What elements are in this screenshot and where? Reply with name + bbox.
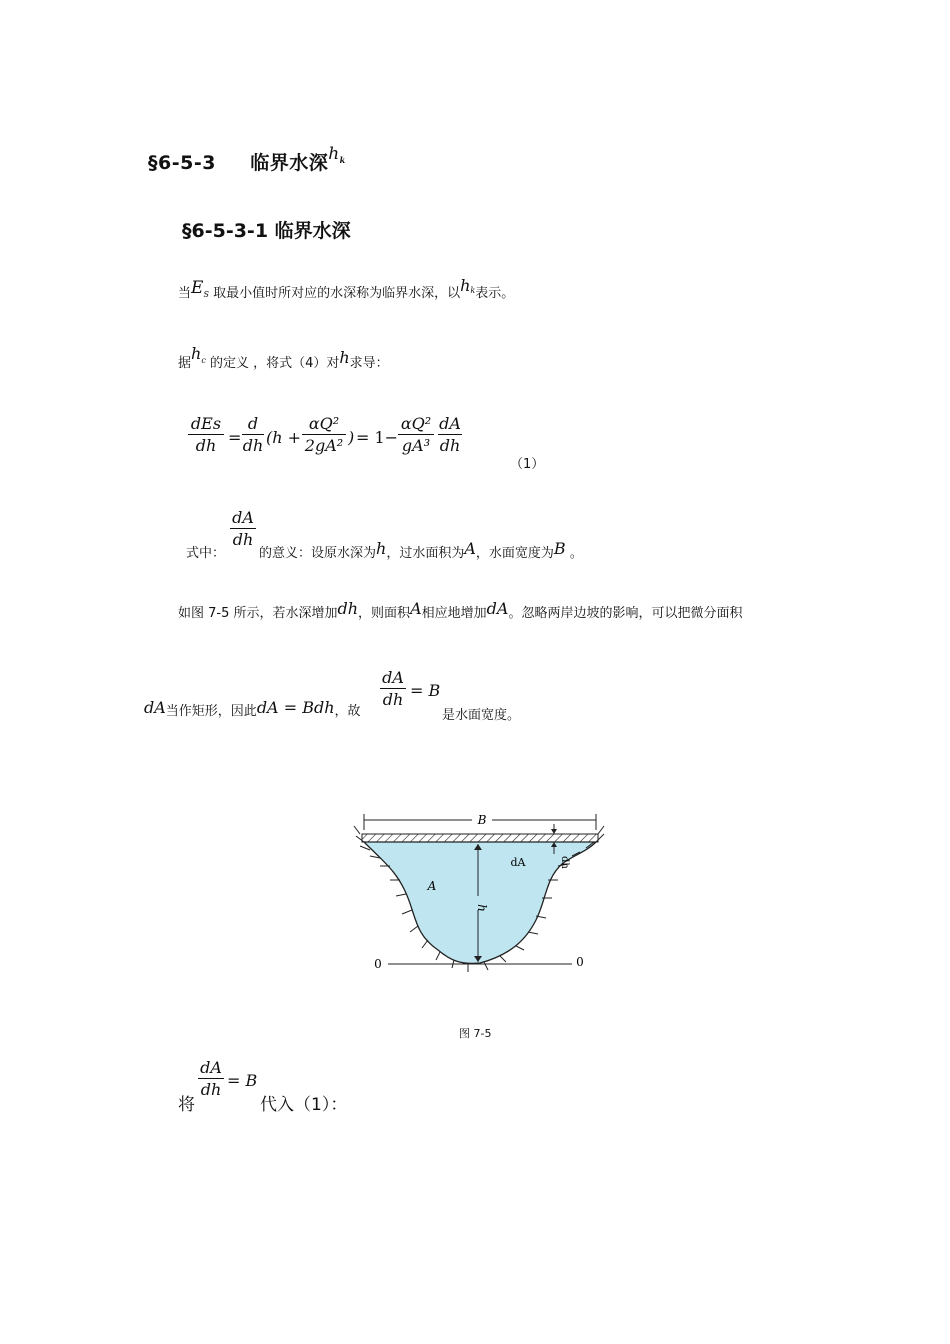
eq1-paren-close: ) <box>348 428 355 447</box>
eq1-d-den: dh <box>242 436 264 455</box>
para4-t3: 相应地增加 <box>421 606 487 621</box>
eq1-frac4-den: dh <box>439 436 461 455</box>
para5-symbol-dA: dA <box>144 698 166 717</box>
section-title: 临界水深 <box>250 152 329 174</box>
symbol-hc: h <box>191 344 202 363</box>
para6-suffix: 代入（1）： <box>260 1095 348 1115</box>
eq1-frac2-den: 2gA² <box>304 436 344 455</box>
paragraph-definition <box>178 276 515 302</box>
para3-frac-num: dA <box>232 508 254 527</box>
label-h: h <box>475 904 489 912</box>
symbol-hk: h <box>460 276 471 295</box>
para2-text: 的定义 ，将式（4）对 <box>209 356 340 371</box>
section-number: §6-5-3 <box>148 152 216 174</box>
para5-equation: dA = Bdh <box>256 698 335 717</box>
subsection-heading <box>182 216 351 243</box>
para5-t3: 是水面宽度。 <box>442 708 521 723</box>
para4-symbol-A: A <box>410 599 422 618</box>
para5-frac-num: dA <box>382 668 404 687</box>
para3-t1: 的意义：设原水深为 <box>259 546 377 561</box>
label-A: A <box>427 879 437 893</box>
para6-frac-num: dA <box>200 1058 222 1077</box>
para3-symbol-B: B <box>553 539 566 558</box>
eq1-lhs-num: dEs <box>190 414 222 433</box>
para3-fraction <box>230 508 256 549</box>
paragraph-derivative-intro <box>178 344 389 371</box>
label-B: B <box>477 813 487 827</box>
eq1-frac2-num: αQ² <box>308 414 340 433</box>
eq1-frac2 <box>302 414 346 455</box>
para3-text <box>259 539 583 561</box>
paragraph-figure-description <box>178 599 743 621</box>
eq1-frac3 <box>398 414 434 455</box>
para3-t2: ，过水面积为 <box>386 546 465 561</box>
para1-text: 取最小值时所对应的水深称为临界水深，以 <box>213 286 461 301</box>
subsection-number: §6-5-3-1 <box>182 220 269 242</box>
para4-t1: 如图 7-5 所示，若水深增加 <box>178 606 338 621</box>
symbol-E: E <box>191 278 204 298</box>
para2-suffix: 求导： <box>349 356 389 371</box>
para3-t3: ，水面宽度为 <box>475 546 554 561</box>
eq1-d-fraction <box>242 414 264 455</box>
symbol-E-sub: S <box>203 290 209 299</box>
para5-frac-rhs: = B <box>410 681 441 700</box>
para5-t2: ，故 <box>334 704 361 719</box>
para2-prefix: 据 <box>178 356 192 371</box>
para5-fraction <box>380 668 406 709</box>
symbol-hk-sub: k <box>470 286 476 295</box>
para5-text-a <box>144 700 361 719</box>
eq1-frac4-num: dA <box>439 414 461 433</box>
eq1-lhs-fraction <box>188 414 224 455</box>
eq1-paren-open: (h + <box>266 428 302 447</box>
para6-prefix: 将 <box>178 1095 195 1115</box>
eq1-d-num: d <box>247 414 259 433</box>
para5-t1: 当作矩形，因此 <box>165 704 257 719</box>
section-heading <box>148 144 346 175</box>
label-dA: dA <box>510 856 526 869</box>
para4-t2: ，则面积 <box>358 606 411 621</box>
section-title-symbol-sub: k <box>339 155 346 165</box>
hatched-strip-dA <box>362 834 598 842</box>
para6-frac-rhs: = B <box>227 1071 258 1090</box>
eq1-tag: （1） <box>510 457 545 472</box>
eq1-equals: = <box>228 428 242 447</box>
para3-t4: 。 <box>569 546 583 561</box>
para6-fraction <box>198 1058 224 1099</box>
label-0-right: 0 <box>576 955 584 969</box>
section-title-symbol: h <box>328 144 340 164</box>
para3-symbol-h: h <box>376 539 387 558</box>
para4-symbol-dh: dh <box>337 599 359 618</box>
para3-symbol-A: A <box>464 539 476 558</box>
para5-frac-den: dh <box>382 690 404 709</box>
para1-prefix: 当 <box>178 286 192 301</box>
symbol-hc-sub: c <box>201 356 206 365</box>
para6-frac-den: dh <box>200 1080 222 1099</box>
eq1-equals-one-minus: = 1− <box>356 428 399 447</box>
eq1-frac3-den: gA³ <box>401 436 431 455</box>
para4-symbol-dA: dA <box>486 599 509 618</box>
eq1-frac3-num: αQ² <box>400 414 432 433</box>
para4-t4: 。忽略两岸边坡的影响，可以把微分面积 <box>508 606 743 621</box>
label-0-left: 0 <box>374 957 382 971</box>
eq1-lhs-den: dh <box>195 436 217 455</box>
para3-frac-den: dh <box>232 530 254 549</box>
subsection-title: 临界水深 <box>274 220 351 242</box>
label-dh: dh <box>559 856 570 869</box>
symbol-h: h <box>339 348 350 367</box>
para3-prefix: 式中： <box>186 546 226 561</box>
eq1-frac4 <box>438 414 462 455</box>
dh-arrow-top <box>551 829 557 834</box>
para1-suffix: 表示。 <box>475 286 515 301</box>
figure-caption: 图 7-5 <box>459 1027 492 1040</box>
channel-cross-section-figure <box>350 800 620 980</box>
